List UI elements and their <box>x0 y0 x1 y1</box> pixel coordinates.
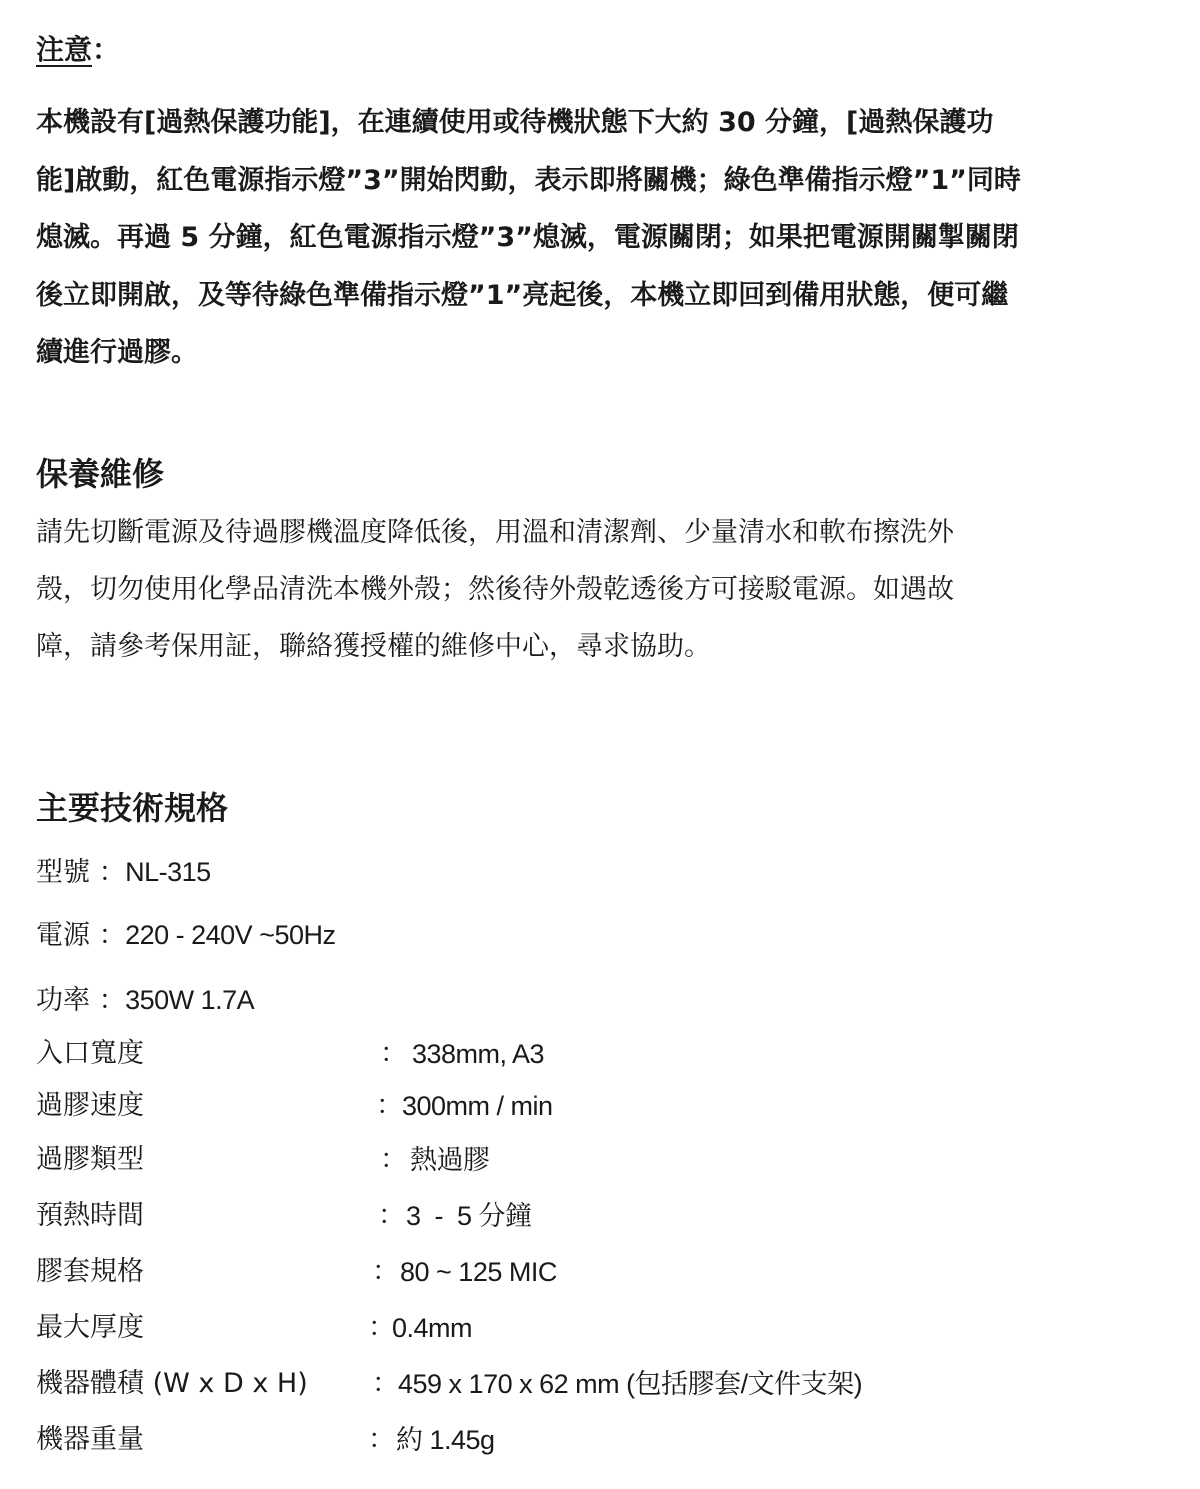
spec-value: 300mm / min <box>402 1091 553 1121</box>
spec-value: 0.4mm <box>392 1313 473 1343</box>
spec-row-wattage <box>36 980 254 1020</box>
specs-heading: 主要技術規格 <box>36 789 229 827</box>
spec-label: 最大厚度 <box>36 1312 144 1343</box>
spec-value: ：220 - 240V ~50Hz <box>98 920 336 950</box>
spec-label: 型號 <box>36 857 90 888</box>
spec-colon: ： <box>372 1368 399 1399</box>
spec-label: 機器重量 <box>36 1424 144 1455</box>
notice-line: 熄滅。再過 5 分鐘，紅色電源指示燈”3”熄滅，電源關閉；如果把電源開關掣關閉 <box>36 222 1019 253</box>
notice-line: 後立即開啟，及等待綠色準備指示燈”1”亮起後，本機立即回到備用狀態，便可繼 <box>36 279 1009 311</box>
spec-row <box>36 1140 1136 1180</box>
maintenance-line: 殼，切勿使用化學品清洗本機外殼；然後待外殼乾透後方可接駁電源。如遇故 <box>36 574 954 605</box>
spec-value: ：NL-315 <box>98 857 211 887</box>
spec-colon: ： <box>378 1200 405 1231</box>
spec-row-power <box>36 915 336 955</box>
notice-heading-text: 注意 <box>36 33 93 66</box>
spec-label: 膠套規格 <box>36 1256 144 1287</box>
notice-paragraph <box>36 94 1176 382</box>
spec-value: 80 ~ 125 MIC <box>400 1257 557 1287</box>
spec-row-model <box>36 852 211 892</box>
spec-label: 過膠類型 <box>36 1144 144 1175</box>
spec-row <box>36 1086 1136 1126</box>
spec-row <box>36 1364 1136 1404</box>
spec-value: 338mm, A3 <box>412 1039 545 1069</box>
spec-row <box>36 1420 1136 1460</box>
maintenance-heading: 保養維修 <box>36 455 165 493</box>
spec-row <box>36 1252 1136 1292</box>
notice-heading-colon: ： <box>92 33 121 66</box>
notice-line: 本機設有[過熱保護功能]，在連續使用或待機狀態下大約 30 分鐘，[過熱保護功 <box>36 107 994 138</box>
spec-value: 熱過膠 <box>410 1145 490 1175</box>
spec-colon: ： <box>380 1038 407 1069</box>
spec-colon: ： <box>368 1312 395 1343</box>
spec-colon: ： <box>380 1144 407 1175</box>
spec-value: 約 1.45g <box>396 1425 495 1455</box>
spec-colon: ： <box>368 1424 395 1455</box>
spec-row <box>36 1196 1136 1236</box>
spec-label: 機器體積 (W x D x H) <box>36 1368 308 1399</box>
spec-label: 入口寬度 <box>36 1038 144 1069</box>
notice-line: 續進行過膠。 <box>36 337 198 368</box>
spec-value: ：350W 1.7A <box>98 985 255 1015</box>
spec-label: 過膠速度 <box>36 1090 144 1121</box>
spec-colon: ： <box>376 1090 403 1121</box>
maintenance-paragraph <box>36 504 1176 675</box>
spec-colon: ： <box>372 1256 399 1287</box>
spec-row <box>36 1308 1136 1348</box>
spec-row <box>36 1034 1136 1074</box>
spec-label: 預熱時間 <box>36 1200 144 1231</box>
notice-line: 能]啟動，紅色電源指示燈”3”開始閃動，表示即將關機；綠色準備指示燈”1”同時 <box>36 164 1021 196</box>
maintenance-line: 障，請參考保用証，聯絡獲授權的維修中心，尋求協助。 <box>36 631 711 662</box>
maintenance-line: 請先切斷電源及待過膠機溫度降低後，用溫和清潔劑、少量清水和軟布擦洗外 <box>36 517 954 548</box>
spec-label: 功率 <box>36 985 90 1016</box>
notice-heading <box>36 28 120 72</box>
spec-value: 459 x 170 x 62 mm (包括膠套/文件支架) <box>398 1369 863 1399</box>
spec-value: 3 - 5 分鐘 <box>406 1201 532 1231</box>
spec-label: 電源 <box>36 920 90 951</box>
